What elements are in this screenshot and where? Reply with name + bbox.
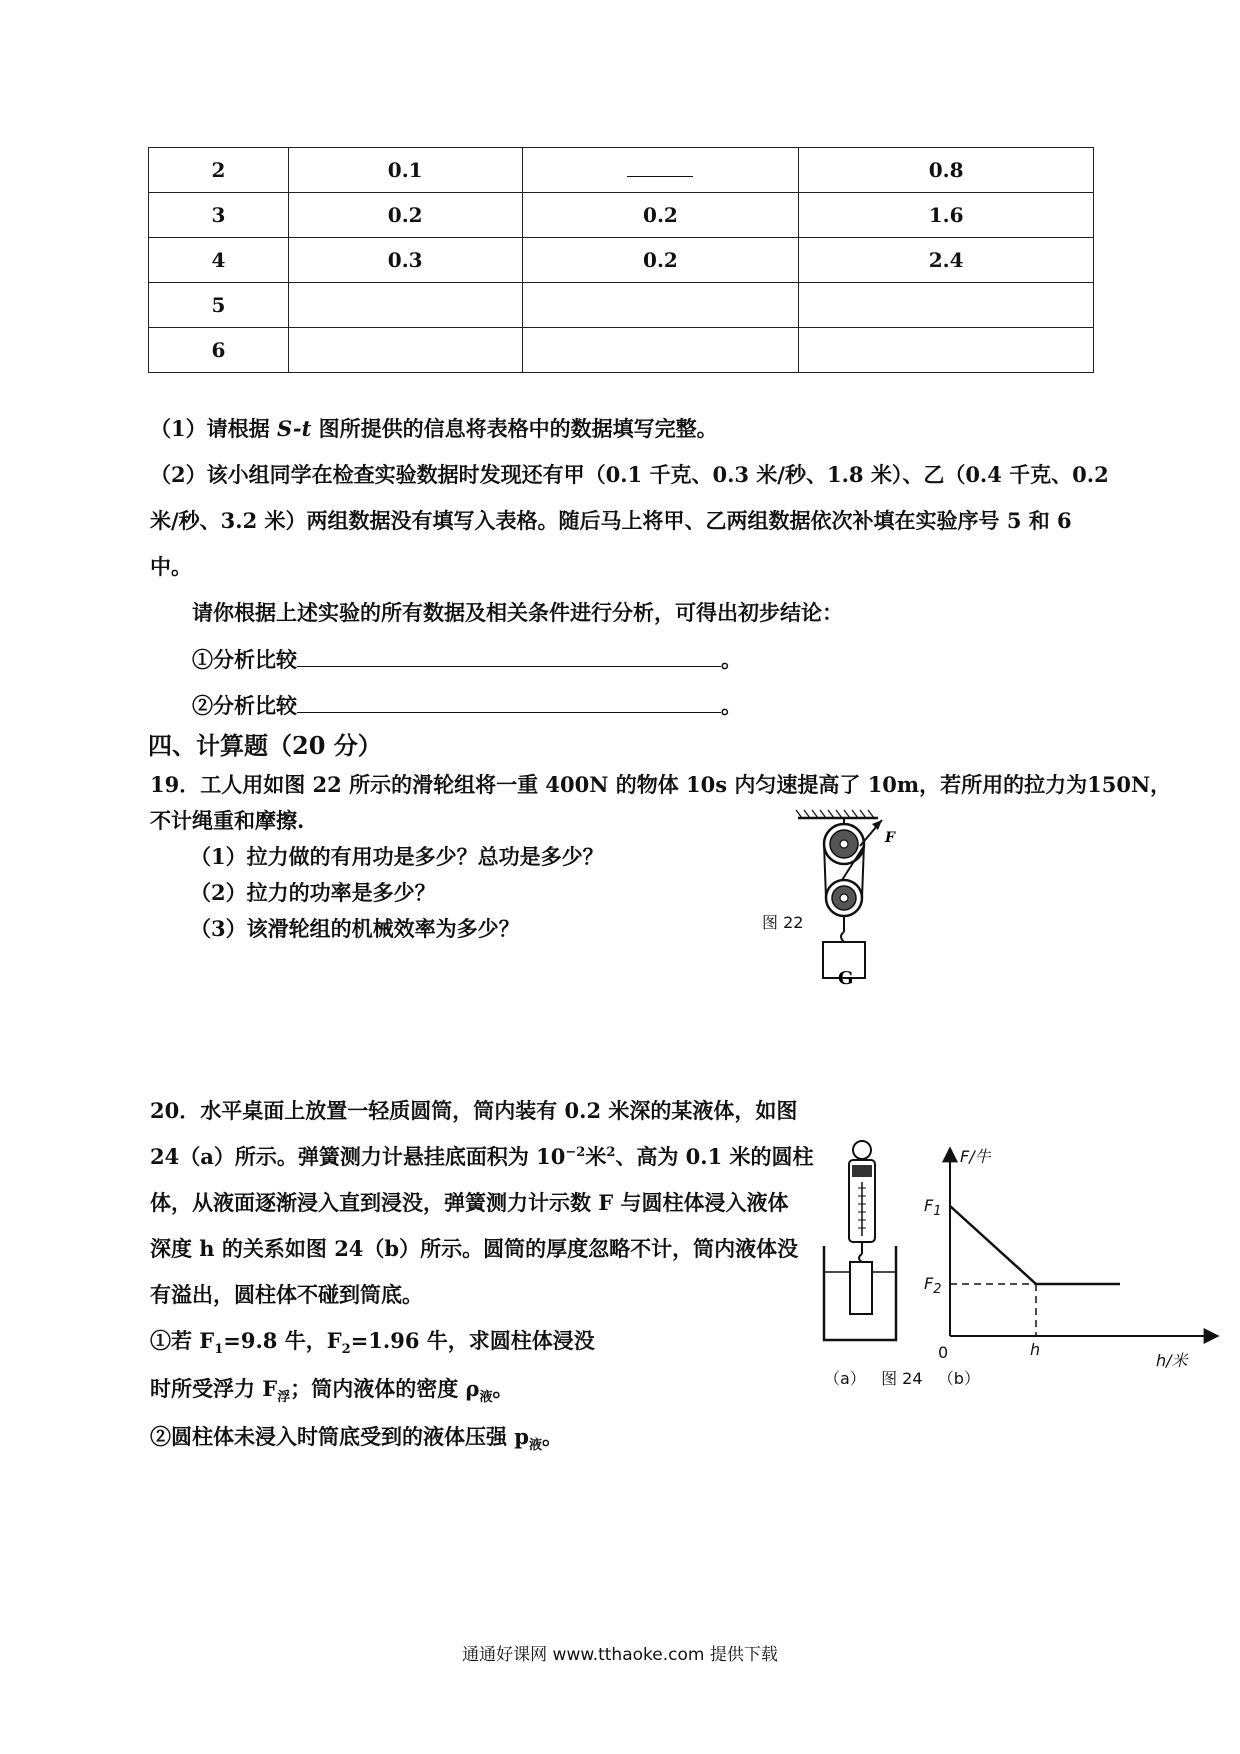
table-cell <box>799 283 1094 328</box>
table-row <box>149 193 1094 238</box>
table-cell <box>522 283 799 328</box>
table-cell: 3 <box>149 193 289 238</box>
fig24a-apparatus <box>820 1138 910 1358</box>
q19-part1: （1）拉力做的有用功是多少？总功是多少？ <box>190 844 604 869</box>
table-row <box>149 283 1094 328</box>
q18-conclusion-2: ②分析比较 。 <box>192 693 742 718</box>
origin-label: 0 <box>938 1343 949 1362</box>
table-answer-blank[interactable] <box>627 158 693 177</box>
q19-line2: 不计绳重和摩擦. <box>150 808 305 833</box>
f2-label: $F_2$ <box>924 1274 942 1298</box>
q18-part2-line1: （2）该小组同学在检查实验数据时发现还有甲（0.1 千克、0.3 米/秒、1.8 米）、乙（0.4 千克、0.2 <box>150 462 1109 487</box>
q20-question1-line2: 时所受浮力 $F_浮$；筒内液体的密度 $\rho_液$。 <box>150 1376 514 1406</box>
q18-part1: （1）请根据 S-t 图所提供的信息将表格中的数据填写完整。 <box>150 416 718 441</box>
table-cell <box>799 328 1094 373</box>
table-cell: 2.4 <box>799 238 1094 283</box>
table-cell: 0.1 <box>288 148 522 193</box>
answer-blank-2[interactable] <box>297 692 721 713</box>
force-curve <box>950 1206 1120 1284</box>
table-cell: 0.3 <box>288 238 522 283</box>
q18-prompt: 请你根据上述实验的所有数据及相关条件进行分析，可得出初步结论： <box>192 600 843 625</box>
table-row <box>149 328 1094 373</box>
y-axis-label: F/牛 <box>960 1147 991 1166</box>
table-row <box>149 238 1094 283</box>
table-cell: 0.8 <box>799 148 1094 193</box>
q18-part2-line3: 中。 <box>150 554 192 579</box>
q20-line4: 深度 h 的关系如图 24（b）所示。圆筒的厚度忽略不计，筒内液体没 <box>150 1236 799 1261</box>
answer-blank-1[interactable] <box>297 646 721 667</box>
q19-part2: （2）拉力的功率是多少？ <box>190 880 436 905</box>
table-cell <box>288 283 522 328</box>
q20-line1: 20．水平桌面上放置一轻质圆筒，筒内装有 0.2 米深的某液体，如图 <box>150 1098 798 1123</box>
q20-line3: 体，从液面逐渐浸入直到浸没，弹簧测力计示数 F 与圆柱体浸入液体 <box>150 1190 789 1215</box>
q18-part2-line2: 米/秒、3.2 米）两组数据没有填写入表格。随后马上将甲、乙两组数据依次补填在实验序号 5 和 6 <box>150 508 1072 533</box>
q20-line5: 有溢出，圆柱体不碰到筒底。 <box>150 1282 423 1307</box>
table-cell <box>288 328 522 373</box>
section-title: 四、计算题（20 分） <box>148 731 382 760</box>
q18-conclusion-1: ①分析比较 。 <box>192 647 742 672</box>
fig24-caption: （a） 图 24 （b） <box>824 1369 980 1388</box>
f1-label: $F_1$ <box>924 1196 942 1220</box>
table-cell: 2 <box>149 148 289 193</box>
x-axis-label: h/米 <box>1156 1351 1188 1370</box>
table-cell: 6 <box>149 328 289 373</box>
footer: 通通好课网 www.tthaoke.com 提供下载 <box>462 1645 778 1665</box>
force-label: F <box>885 830 895 846</box>
q20-line2: 24（a）所示。弹簧测力计悬挂底面积为 $10^{-2}$米$^2$、高为 0.1 米的圆柱 <box>150 1144 814 1169</box>
table-cell: 0.2 <box>522 193 799 238</box>
table-cell: 1.6 <box>799 193 1094 238</box>
table-cell: 5 <box>149 283 289 328</box>
h-tick-label: h <box>1030 1340 1041 1359</box>
experiment-table <box>148 147 1094 373</box>
table-cell: 0.2 <box>288 193 522 238</box>
q19-line1: 19．工人用如图 22 所示的滑轮组将一重 400N 的物体 10s 内匀速提高了 10m，若所用的拉力为150N， <box>150 772 1172 797</box>
table-row <box>149 148 1094 193</box>
table-cell: 4 <box>149 238 289 283</box>
q20-question2: ②圆柱体未浸入时筒底受到的液体压强 $p_液$。 <box>150 1424 564 1454</box>
q19-part3: （3）该滑轮组的机械效率为多少？ <box>190 916 520 941</box>
q20-question1: ①若 $F_1=9.8$ 牛，$F_2=1.96$ 牛，求圆柱体浸没 <box>150 1328 595 1358</box>
table-cell <box>522 148 799 193</box>
table-cell <box>522 328 799 373</box>
weight-label: G <box>838 968 854 986</box>
fig24b-graph <box>938 1140 1228 1380</box>
pulley-figure <box>760 806 920 986</box>
fig22-label: 图 22 <box>762 913 804 932</box>
table-cell: 0.2 <box>522 238 799 283</box>
